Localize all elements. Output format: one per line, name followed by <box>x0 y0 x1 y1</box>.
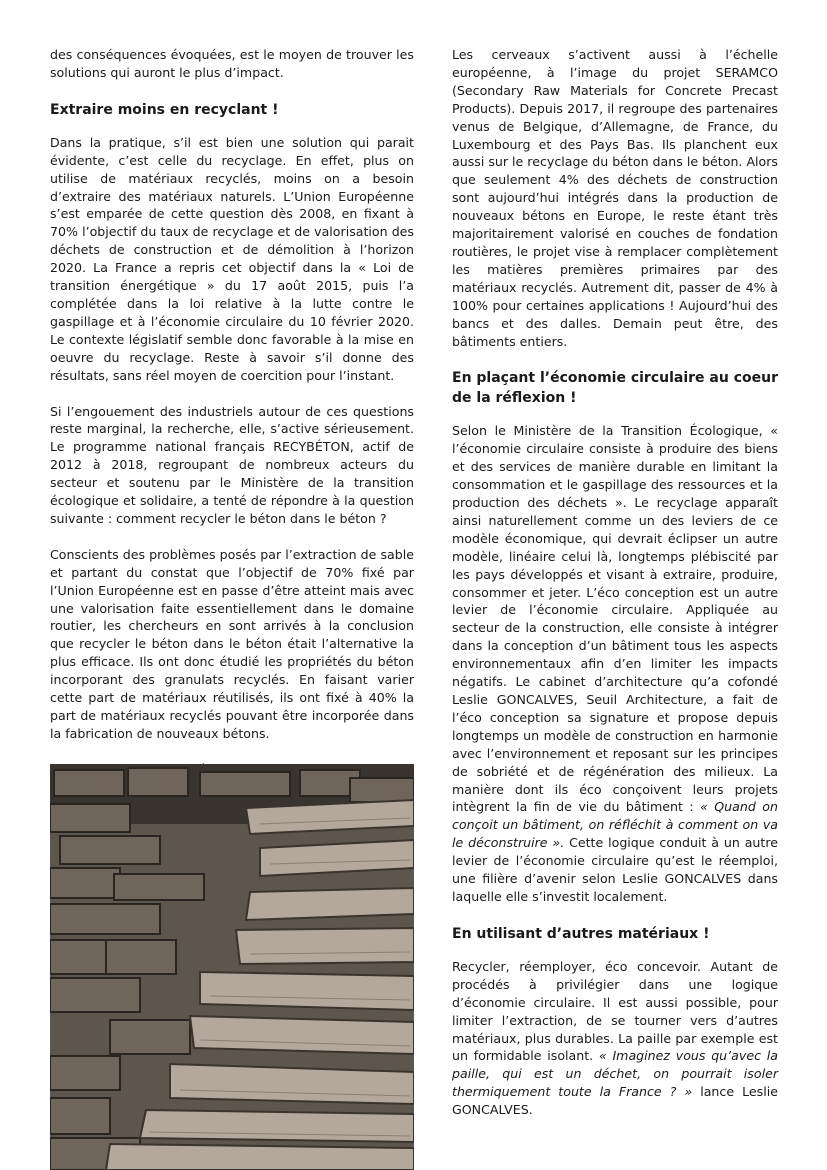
heading-other-materials: En utilisant d’autres matériaux ! <box>452 925 710 942</box>
paragraph-recybeton: Si l’engouement des industriels autour de ces questions reste marginal, la recherche, elle, s’active sérieusement. Le programme national français RECYBÉTON, actif de 2012 à 2018, regroupant de nombreux acteurs du secteur et soutenu par le Ministère de la transition écologique et solidaire, a tenté de répondre à la question suivante : comment recycler le béton dans le béton ? <box>50 403 414 526</box>
paragraph-recycling: Dans la pratique, s’il est bien une solution qui parait évidente, c’est celle du recyclage. En effet, plus on utilise de matériaux recyclés, moins on a besoin d’extraire des matériaux naturels. L’Union Européenne s’est emparée de cette question dès 2008, en fixant à 70% l’objectif du taux de recyclage et de valorisation des déchets de construction et de démolition à l’horizon 2020. La France a repris cet objectif dans la « Loi de transition énergétique » du 17 août 2015, puis l’a complétée dans la loi relative à la lutte contre le gaspillage et à l’économie circulaire du 10 février 2020. Le contexte législatif semble donc favorable à la mise en oeuvre du recyclage. Reste à savoir s’il donne des résultats, sans réel moyen de coercition pour l’instant. <box>50 134 414 383</box>
text-circular-economy-b: Cette logique conduit à un autre levier de l’économie circulaire qu’est le réemploi, une filière d’avenir selon Leslie GONCALVES dans laquelle elle s’investit localement. <box>452 835 778 904</box>
paragraph-seramco: Les cerveaux s’activent aussi à l’échelle européenne, à l’image du projet SERAMCO (Secondary Raw Materials for Concrete Precast Products). Depuis 2017, il regroupe des partenaires venus de Belgique, d’Allemagne, de France, du Luxembourg et des Pays Bas. Ils planchent eux aussi sur le recyclage du béton dans le béton. Alors que seulement 4% des déchets de construction sont aujourd’hui intégrés dans la production de nouveaux bétons en Europe, le reste étant très majoritairement valorisé en couches de fondation routières, le projet vise à remplacer complètement les matières premières primaires par des matériaux recyclés. Autrement dit, passer de 4% à 100% pour certaines applications ! Aujourd’hui des bancs et des dalles. Demain peut être, des bâtiments entiers. <box>452 47 778 349</box>
quote-straw: « Imaginez vous qu’avec la paille, qui est un déchet, on pourrait isoler thermiquement toute la France ? » <box>452 1048 778 1100</box>
text-other-materials-a: Recycler, réemployer, éco concevoir. Autant de procédés à privilégier dans une logique d’économie circulaire. Il est aussi possible, pour limiter l’extraction, de se tourner vers d’autres matériaux, plus durables. La paille par exemple est un formidable isolant. <box>452 958 778 1064</box>
heading-recycling: Extraire moins en recyclant ! <box>50 101 279 118</box>
paragraph-intro-end: des conséquences évoquées, est le moyen de trouver les solutions qui auront le plus d’impact. <box>50 47 414 80</box>
text-circular-economy-a: Selon le Ministère de la Transition Écologique, « l’économie circulaire consiste à produire des biens et des services de manière durable en limitant la consommation et le gaspillage des ressources et la production des déchets ». Le recyclage apparaît ainsi naturellement comme un des leviers de ce modèle économique, qui devrait éclipser un autre modèle, linéaire celui là, longtemps plébiscité par les pays développés et visant à extraire, produire, consommer et jeter. L’éco conception est un autre levier de l’économie circulaire. Appliquée au secteur de la construction, elle consiste à intégrer dans la conception d’un bâtiment tous les aspects environnementaux afin d’en limiter les impacts négatifs. Le cabinet d’architecture qu’a cofondé Leslie GONCALVES, Seuil Architecture, a fait de l’éco conception sa signature et propose depuis longtemps un modèle de construction en harmonie avec l’environnement et reposant sur les principes de sobriété et de régénération des milieux. La manière dont ils éco conçoivent leurs projets intègrent la fin de vie du bâtiment : <box>452 423 778 815</box>
photo-concrete-sleepers <box>50 764 414 1170</box>
text-other-materials-b: lance Leslie GONCALVES. <box>452 1084 778 1118</box>
quote-deconstruction: « Quand on conçoit un bâtiment, on réfléchit à comment on va le déconstruire ». <box>452 799 778 851</box>
paragraph-sand-extraction: Conscients des problèmes posés par l’extraction de sable et partant du constat que l’objectif de 70% fixé par l’Union Européenne est en passe d’être atteint mais avec une valorisation faite essentiellement dans le domaine routier, les chercheurs en sont arrivés à la conclusion que recycler le béton dans le béton était l’alternative la plus efficace. Ils ont donc étudié les propriétés du béton incorporant des granulats recyclés. En faisant varier cette part de matériaux réutilisés, ils ont fixé à 40% la part de matériaux recyclés pouvant être incorporée dans la fabrication de nouveaux bétons. <box>50 546 414 741</box>
left-column <box>50 46 414 787</box>
paragraph-other-materials <box>452 958 778 1119</box>
paragraph-circular-economy <box>452 422 778 905</box>
right-column <box>452 46 778 1137</box>
heading-circular-economy: En plaçant l’économie circulaire au coeur de la réflexion ! <box>452 370 778 407</box>
